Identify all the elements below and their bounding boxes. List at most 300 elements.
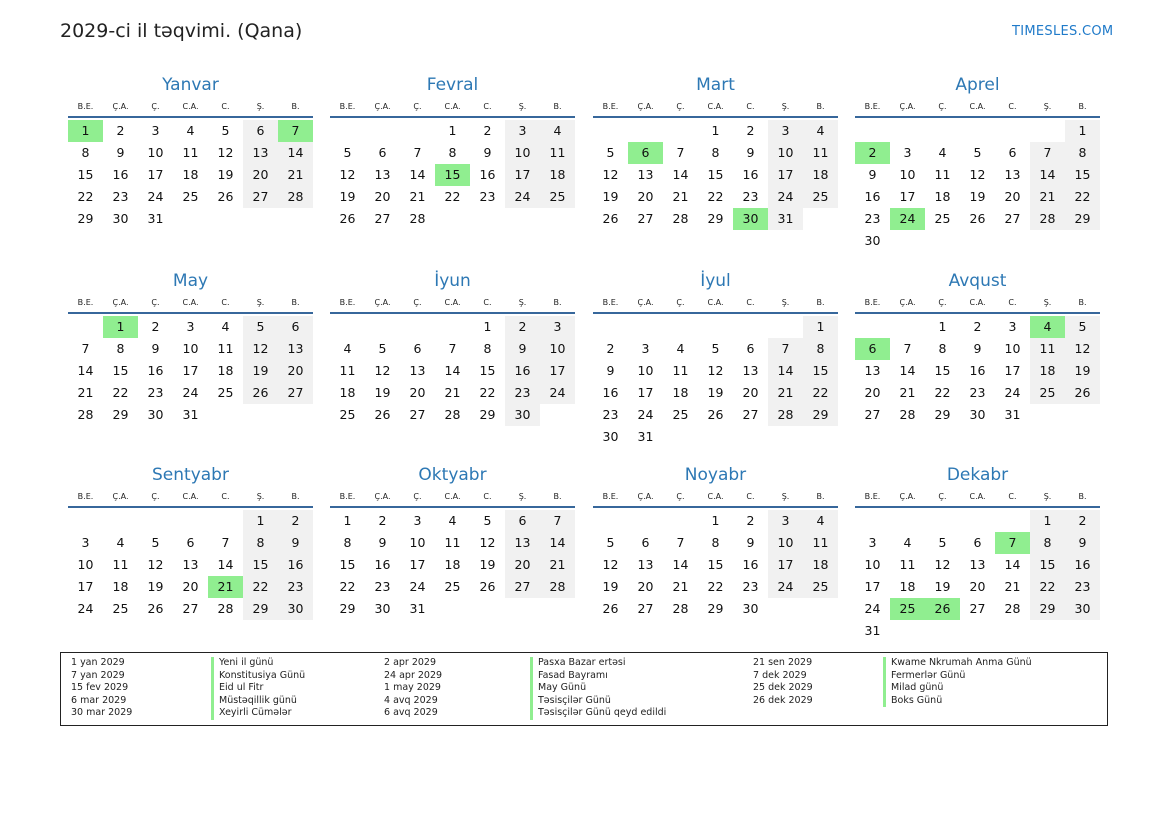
weekday-label: Ç. (413, 492, 422, 501)
day-cell: 27 (182, 601, 199, 616)
day-cell: 15 (707, 557, 724, 572)
day-cell: 21 (768, 382, 803, 404)
month-5 (68, 270, 313, 426)
day-cell: 7 (768, 338, 803, 360)
day-grid (330, 120, 575, 230)
day-cell: 3 (413, 513, 422, 528)
empty-cell (995, 510, 1030, 532)
weekday-label: Ç. (676, 102, 685, 111)
day-cell: 29 (112, 407, 129, 422)
day-cell: 25 (540, 186, 575, 208)
month-6 (330, 270, 575, 426)
day-cell: 1 (803, 316, 838, 338)
month-name: Dekabr (946, 465, 1009, 485)
weekday-header (593, 98, 838, 118)
day-cell: 17 (1004, 363, 1021, 378)
empty-cell (68, 510, 103, 532)
day-cell: 16 (278, 554, 313, 576)
weekday-label: Ç.A. (112, 102, 129, 111)
day-cell: 3 (1008, 319, 1017, 334)
legend-date: 21 sen 2029 (753, 657, 813, 668)
month-name: Fevral (426, 75, 479, 95)
day-cell: 21 (672, 189, 689, 204)
day-cell: 5 (243, 316, 278, 338)
day-cell: 20 (182, 579, 199, 594)
day-cell: 30 (864, 233, 881, 248)
weekday-label: Ç.A. (112, 492, 129, 501)
legend-holiday-name: Təsisçilər Günü qeyd edildi (530, 707, 666, 720)
day-cell: 31 (1004, 407, 1021, 422)
day-cell: 28 (217, 601, 234, 616)
day-cell: 10 (409, 535, 426, 550)
weekday-label: C. (221, 298, 230, 307)
day-cell: 17 (540, 360, 575, 382)
day-cell: 12 (339, 167, 356, 182)
day-cell: 19 (217, 167, 234, 182)
day-cell: 2 (606, 341, 615, 356)
empty-cell (173, 510, 208, 532)
day-cell: 13 (374, 167, 391, 182)
day-cell: 10 (147, 145, 164, 160)
day-cell: 15 (479, 363, 496, 378)
day-cell: 2 (483, 123, 492, 138)
day-cell: 21 (444, 385, 461, 400)
day-grid (855, 510, 1100, 642)
weekday-label: Ç.A. (899, 102, 916, 111)
day-cell: 26 (969, 211, 986, 226)
day-cell: 31 (864, 623, 881, 638)
day-cell: 11 (182, 145, 199, 160)
day-cell: 14 (217, 557, 234, 572)
day-cell: 22 (77, 189, 94, 204)
weekday-label: Ç.A. (899, 492, 916, 501)
day-cell: 12 (707, 363, 724, 378)
weekday-label: B. (1078, 102, 1087, 111)
weekday-label: B.E. (864, 298, 881, 307)
day-cell: 7 (676, 535, 685, 550)
legend-date: 25 dek 2029 (753, 682, 813, 694)
month-name: İyul (700, 271, 731, 291)
day-cell: 5 (1065, 316, 1100, 338)
legend-date: 1 may 2029 (384, 682, 441, 694)
empty-cell (435, 316, 470, 338)
day-cell: 26 (707, 407, 724, 422)
day-cell: 13 (409, 363, 426, 378)
holiday-day-cell: 2 (855, 142, 890, 164)
day-cell: 7 (221, 535, 230, 550)
weekday-label: B. (816, 102, 825, 111)
day-cell: 26 (217, 189, 234, 204)
day-cell: 21 (1004, 579, 1021, 594)
weekday-label: Ç. (413, 298, 422, 307)
day-cell: 4 (938, 145, 947, 160)
day-cell: 21 (899, 385, 916, 400)
day-cell: 3 (768, 120, 803, 142)
day-cell: 31 (768, 208, 803, 230)
weekday-label: Ş. (256, 298, 265, 307)
weekday-label: B. (1078, 298, 1087, 307)
weekday-label: B.E. (864, 492, 881, 501)
day-cell: 3 (768, 510, 803, 532)
weekday-label: B. (553, 298, 562, 307)
month-name: Yanvar (162, 75, 219, 95)
month-name: İyun (434, 271, 471, 291)
weekday-header (68, 98, 313, 118)
day-cell: 15 (1065, 164, 1100, 186)
day-cell: 14 (444, 363, 461, 378)
holiday-day-cell: 21 (208, 576, 243, 598)
day-cell: 28 (444, 407, 461, 422)
day-cell: 1 (938, 319, 947, 334)
day-cell: 8 (243, 532, 278, 554)
holiday-day-cell: 7 (278, 120, 313, 142)
legend-name-column (211, 657, 305, 720)
day-cell: 11 (672, 363, 689, 378)
day-cell: 23 (505, 382, 540, 404)
day-cell: 26 (147, 601, 164, 616)
day-cell: 23 (742, 189, 759, 204)
weekday-label: Ç.A. (374, 298, 391, 307)
weekday-label: B.E. (602, 102, 619, 111)
legend-date: 2 apr 2029 (384, 657, 437, 668)
day-cell: 22 (112, 385, 129, 400)
weekday-label: C.A. (969, 492, 986, 501)
legend-holiday-name: Pasxa Bazar ertəsi (530, 657, 666, 670)
day-cell: 11 (540, 142, 575, 164)
weekday-label: Ç. (151, 492, 160, 501)
legend-date: 1 yan 2029 (71, 657, 125, 668)
empty-cell (330, 120, 365, 142)
day-cell: 2 (378, 513, 387, 528)
day-cell: 4 (116, 535, 125, 550)
day-cell: 25 (803, 576, 838, 598)
legend-holiday-name: Boks Günü (883, 695, 1032, 708)
weekday-header (593, 294, 838, 314)
day-cell: 19 (707, 385, 724, 400)
day-cell: 11 (899, 557, 916, 572)
empty-cell (663, 316, 698, 338)
day-cell: 16 (602, 385, 619, 400)
weekday-label: C. (746, 492, 755, 501)
weekday-label: B.E. (77, 102, 94, 111)
day-cell: 27 (243, 186, 278, 208)
month-name: Mart (696, 75, 735, 95)
legend-date: 7 yan 2029 (71, 669, 125, 681)
day-cell: 10 (505, 142, 540, 164)
day-cell: 20 (637, 189, 654, 204)
holiday-day-cell: 7 (995, 532, 1030, 554)
day-cell: 9 (116, 145, 125, 160)
month-1 (68, 74, 313, 230)
empty-cell (960, 510, 995, 532)
day-grid (593, 510, 838, 620)
day-cell: 31 (409, 601, 426, 616)
empty-cell (208, 510, 243, 532)
month-8 (855, 270, 1100, 426)
month-2 (330, 74, 575, 230)
weekday-label: Ş. (781, 492, 790, 501)
day-cell: 24 (409, 579, 426, 594)
empty-cell (68, 316, 103, 338)
day-cell: 27 (409, 407, 426, 422)
day-grid (68, 120, 313, 230)
day-grid (855, 316, 1100, 426)
weekday-label: Ş. (256, 492, 265, 501)
day-cell: 29 (479, 407, 496, 422)
day-cell: 17 (77, 579, 94, 594)
day-grid (593, 120, 838, 230)
day-cell: 8 (448, 145, 457, 160)
day-cell: 5 (606, 535, 615, 550)
empty-cell (995, 120, 1030, 142)
day-cell: 3 (868, 535, 877, 550)
day-cell: 13 (1004, 167, 1021, 182)
day-cell: 15 (112, 363, 129, 378)
day-cell: 27 (374, 211, 391, 226)
day-cell: 25 (339, 407, 356, 422)
day-cell: 18 (339, 385, 356, 400)
legend-holiday-name: Fasad Bayramı (530, 670, 666, 683)
weekday-label: C. (221, 492, 230, 501)
day-cell: 26 (339, 211, 356, 226)
empty-cell (960, 120, 995, 142)
weekday-label: C. (1008, 298, 1017, 307)
day-cell: 13 (864, 363, 881, 378)
weekday-label: C.A. (182, 102, 199, 111)
day-cell: 1 (243, 510, 278, 532)
day-cell: 10 (540, 338, 575, 360)
weekday-label: B. (291, 492, 300, 501)
day-cell: 18 (540, 164, 575, 186)
day-cell: 28 (1030, 208, 1065, 230)
day-cell: 12 (602, 167, 619, 182)
day-cell: 8 (711, 535, 720, 550)
day-cell: 20 (864, 385, 881, 400)
day-cell: 8 (81, 145, 90, 160)
legend-date: 24 apr 2029 (384, 669, 443, 681)
empty-cell (663, 120, 698, 142)
day-cell: 24 (182, 385, 199, 400)
weekday-label: B.E. (339, 298, 356, 307)
day-cell: 29 (707, 601, 724, 616)
day-cell: 19 (1065, 360, 1100, 382)
day-cell: 13 (637, 167, 654, 182)
day-cell: 14 (899, 363, 916, 378)
day-cell: 24 (768, 186, 803, 208)
weekday-label: Ç. (151, 102, 160, 111)
day-cell: 16 (147, 363, 164, 378)
legend-date-column (71, 657, 132, 720)
day-cell: 28 (672, 601, 689, 616)
legend-holiday-name: Kwame Nkrumah Anma Günü (883, 657, 1032, 670)
day-cell: 21 (278, 164, 313, 186)
day-cell: 28 (409, 211, 426, 226)
day-grid (855, 120, 1100, 252)
legend-holiday-name: Təsisçilər Günü (530, 695, 666, 708)
weekday-label: Ç.A. (637, 298, 654, 307)
day-cell: 9 (606, 363, 615, 378)
day-cell: 14 (77, 363, 94, 378)
day-cell: 7 (413, 145, 422, 160)
day-cell: 18 (444, 557, 461, 572)
legend-holiday-name: Müstəqillik günü (211, 695, 305, 708)
day-cell: 31 (637, 429, 654, 444)
empty-cell (593, 510, 628, 532)
empty-cell (698, 316, 733, 338)
day-cell: 9 (151, 341, 160, 356)
day-cell: 23 (278, 576, 313, 598)
day-cell: 15 (243, 554, 278, 576)
weekday-label: C. (746, 298, 755, 307)
weekday-label: C.A. (444, 298, 461, 307)
day-cell: 5 (606, 145, 615, 160)
day-cell: 12 (602, 557, 619, 572)
weekday-header (68, 294, 313, 314)
day-cell: 4 (803, 120, 838, 142)
weekday-label: B. (816, 492, 825, 501)
weekday-label: B. (816, 298, 825, 307)
day-cell: 6 (746, 341, 755, 356)
weekday-header (855, 98, 1100, 118)
weekday-label: Ç.A. (637, 102, 654, 111)
day-cell: 18 (112, 579, 129, 594)
empty-cell (925, 120, 960, 142)
weekday-label: B.E. (77, 492, 94, 501)
day-cell: 1 (711, 123, 720, 138)
day-cell: 16 (742, 167, 759, 182)
weekday-label: Ş. (256, 102, 265, 111)
day-cell: 30 (374, 601, 391, 616)
weekday-label: Ç.A. (112, 298, 129, 307)
day-cell: 17 (637, 385, 654, 400)
weekday-label: Ç.A. (637, 492, 654, 501)
day-grid (68, 510, 313, 620)
weekday-header (68, 488, 313, 508)
weekday-label: C.A. (444, 492, 461, 501)
day-cell: 9 (505, 338, 540, 360)
weekday-label: Ş. (1043, 102, 1052, 111)
day-cell: 5 (711, 341, 720, 356)
day-cell: 10 (864, 557, 881, 572)
weekday-label: C. (221, 102, 230, 111)
day-cell: 11 (112, 557, 129, 572)
holiday-legend (60, 652, 1108, 726)
day-cell: 30 (1065, 598, 1100, 620)
day-cell: 9 (973, 341, 982, 356)
day-cell: 28 (278, 186, 313, 208)
day-cell: 9 (746, 535, 755, 550)
day-cell: 19 (339, 189, 356, 204)
weekday-label: Ş. (1043, 298, 1052, 307)
day-cell: 1 (343, 513, 352, 528)
day-cell: 4 (343, 341, 352, 356)
day-cell: 19 (147, 579, 164, 594)
day-cell: 29 (339, 601, 356, 616)
empty-cell (855, 316, 890, 338)
day-cell: 5 (151, 535, 160, 550)
day-cell: 16 (112, 167, 129, 182)
day-cell: 16 (479, 167, 496, 182)
day-cell: 1 (1030, 510, 1065, 532)
month-10 (330, 464, 575, 620)
day-cell: 12 (1065, 338, 1100, 360)
empty-cell (400, 316, 435, 338)
month-name: Avqust (948, 271, 1007, 291)
day-cell: 2 (746, 513, 755, 528)
day-cell: 12 (374, 363, 391, 378)
day-cell: 14 (409, 167, 426, 182)
day-cell: 18 (899, 579, 916, 594)
weekday-label: B. (291, 298, 300, 307)
holiday-day-cell: 30 (733, 208, 768, 230)
day-cell: 3 (186, 319, 195, 334)
day-cell: 19 (969, 189, 986, 204)
day-cell: 9 (378, 535, 387, 550)
day-cell: 27 (637, 601, 654, 616)
day-cell: 21 (672, 579, 689, 594)
legend-holiday-name: Konstitusiya Günü (211, 670, 305, 683)
day-cell: 29 (77, 211, 94, 226)
brand-link[interactable]: TIMESLES.COM (1012, 24, 1114, 39)
day-cell: 22 (243, 576, 278, 598)
day-cell: 20 (1004, 189, 1021, 204)
day-cell: 2 (973, 319, 982, 334)
holiday-day-cell: 26 (925, 598, 960, 620)
day-cell: 22 (1030, 576, 1065, 598)
day-cell: 22 (934, 385, 951, 400)
day-cell: 25 (1030, 382, 1065, 404)
day-cell: 11 (339, 363, 356, 378)
day-cell: 23 (742, 579, 759, 594)
day-cell: 20 (243, 164, 278, 186)
day-cell: 28 (672, 211, 689, 226)
day-cell: 8 (938, 341, 947, 356)
day-cell: 29 (1030, 598, 1065, 620)
day-cell: 27 (278, 382, 313, 404)
weekday-label: Ş. (518, 492, 527, 501)
day-cell: 26 (374, 407, 391, 422)
legend-holiday-name: Xeyirli Cümələr (211, 707, 305, 720)
day-cell: 10 (768, 532, 803, 554)
day-cell: 28 (899, 407, 916, 422)
day-cell: 20 (278, 360, 313, 382)
weekday-label: C. (746, 102, 755, 111)
empty-cell (890, 316, 925, 338)
month-name: Noyabr (684, 465, 747, 485)
empty-cell (733, 316, 768, 338)
day-cell: 20 (409, 385, 426, 400)
day-cell: 6 (1008, 145, 1017, 160)
day-cell: 21 (1030, 186, 1065, 208)
day-cell: 29 (934, 407, 951, 422)
day-cell: 9 (278, 532, 313, 554)
day-cell: 19 (243, 360, 278, 382)
weekday-label: C.A. (707, 492, 724, 501)
day-cell: 13 (742, 363, 759, 378)
day-cell: 25 (182, 189, 199, 204)
day-cell: 5 (973, 145, 982, 160)
day-cell: 2 (746, 123, 755, 138)
day-cell: 24 (768, 576, 803, 598)
day-cell: 12 (217, 145, 234, 160)
weekday-label: C.A. (444, 102, 461, 111)
day-cell: 2 (116, 123, 125, 138)
empty-cell (103, 510, 138, 532)
day-cell: 24 (77, 601, 94, 616)
day-cell: 1 (483, 319, 492, 334)
empty-cell (593, 316, 628, 338)
day-cell: 29 (803, 404, 838, 426)
